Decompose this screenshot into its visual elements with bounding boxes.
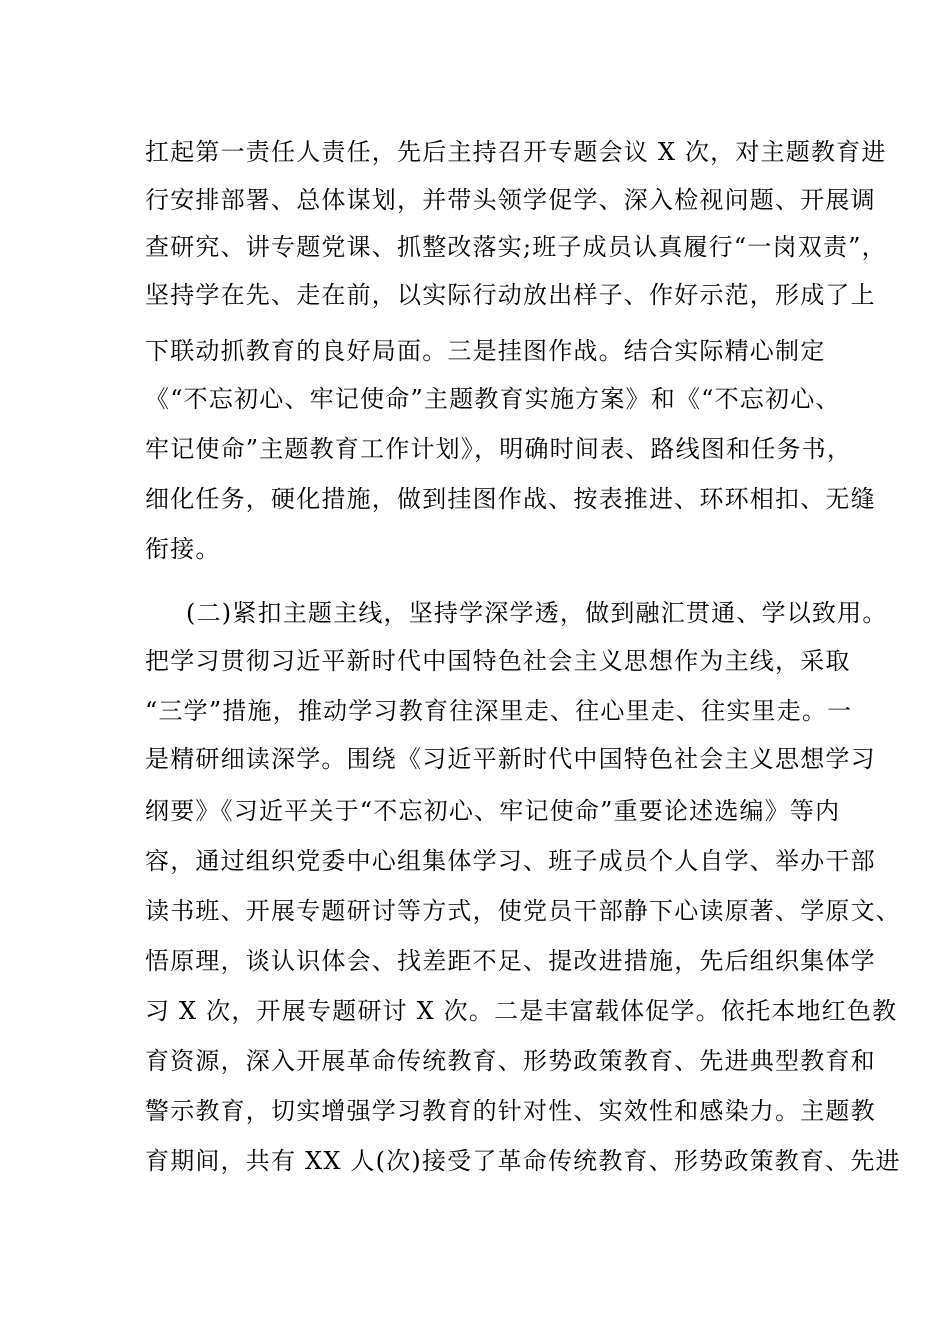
text-line: 把学习贯彻习近平新时代中国特色社会主义思想作为主线，采取	[145, 647, 851, 675]
text-line: 是精研细读深学。围绕《习近平新时代中国特色社会主义思想学习	[145, 745, 876, 773]
text-line: 下联动抓教育的良好局面。三是挂图作战。结合实际精心制定	[145, 337, 826, 365]
text-line: 读书班、开展专题研讨等方式，使党员干部静下心读原著、学原文、	[145, 897, 901, 925]
text-line: 坚持学在先、走在前，以实际行动放出样子、作好示范，形成了上	[145, 281, 876, 309]
text-line: (二)紧扣主题主线，坚持学深学透，做到融汇贯通、学以致用。	[186, 599, 888, 627]
text-line: 育期间，共有 XX 人(次)接受了革命传统教育、形势政策教育、先进	[145, 1147, 901, 1175]
text-line: 育资源，深入开展革命传统教育、形势政策教育、先进典型教育和	[145, 1047, 876, 1075]
text-line: 查研究、讲专题党课、抓整改落实;班子成员认真履行“一岗双责”，	[145, 233, 887, 261]
text-line: 细化任务，硬化措施，做到挂图作战、按表推进、环环相扣、无缝	[145, 485, 876, 513]
text-line: 警示教育，切实增强学习教育的针对性、实效性和感染力。主题教	[145, 1097, 876, 1125]
text-line: 悟原理，谈认识体会、找差距不足、提改进措施，先后组织集体学	[145, 947, 876, 975]
text-line: 牢记使命”主题教育工作计划》，明确时间表、路线图和任务书，	[145, 435, 853, 463]
text-line: “三学”措施，推动学习教育往深里走、往心里走、往实里走。一	[145, 697, 853, 725]
text-line: 扛起第一责任人责任，先后主持召开专题会议 X 次，对主题教育进	[145, 138, 887, 166]
text-line: 纲要》《习近平关于“不忘初心、牢记使命”重要论述选编》等内	[145, 797, 841, 825]
text-line: 衔接。	[145, 535, 221, 563]
text-line: 习 X 次，开展专题研讨 X 次。二是丰富载体促学。依托本地红色教	[145, 997, 898, 1025]
text-line: 《“不忘初心、牢记使命”主题教育实施方案》和《“不忘初心、	[145, 385, 841, 413]
text-line: 容，通过组织党委中心组集体学习、班子成员个人自学、举办干部	[145, 847, 876, 875]
text-line: 行安排部署、总体谋划，并带头领学促学、深入检视问题、开展调	[145, 186, 876, 214]
